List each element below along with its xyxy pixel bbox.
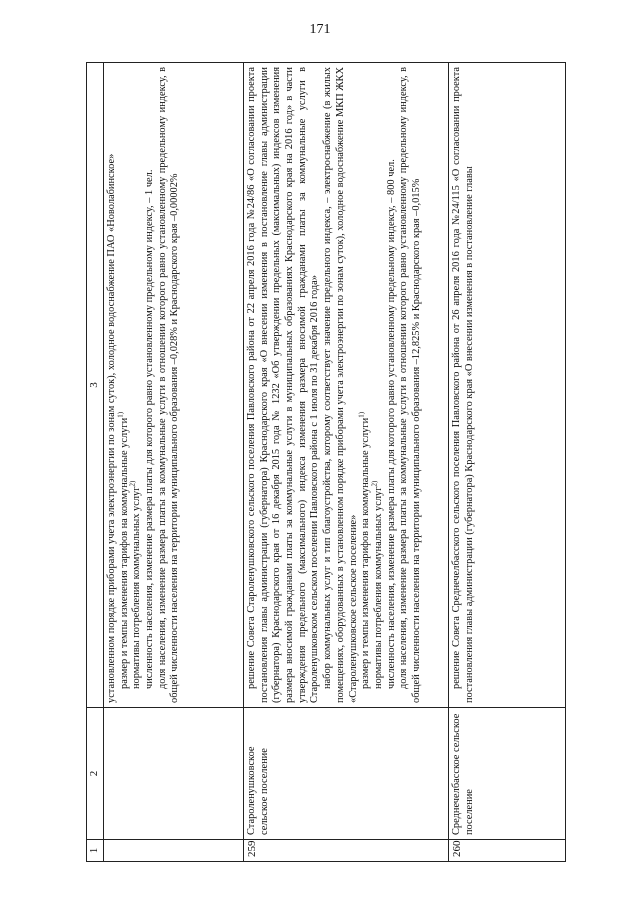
description-paragraph — [386, 67, 399, 703]
page-number: 171 — [309, 22, 331, 37]
paragraph-text: численность населения, изменение размера платы для которого равно установленному предельному индексу, – 800 чел. — [385, 159, 397, 689]
description-paragraph — [157, 67, 182, 703]
paragraph-text: набор коммунальных услуг и тип благоустройства, которому соответствует значение предельного индекса, – электроснабжение (в жилых помещениях, оборудованных в установленном порядке приборами учета электроэнергии по зонам суток), холодное водоснабжение МКП ЖКХ «Староленушковское сельское поселение» — [322, 67, 359, 703]
column-header-2: 2 — [87, 708, 104, 840]
description-paragraph — [246, 67, 322, 703]
registry-table — [86, 62, 566, 862]
paragraph-text: размер и темпы изменения тарифов на коммунальные услуги — [118, 417, 130, 689]
row-description — [104, 63, 244, 708]
paragraph-text: нормативы потребления коммунальных услуг — [372, 486, 384, 689]
table-row — [449, 63, 566, 862]
paragraph-text: размер и темпы изменения тарифов на коммунальные услуги — [360, 417, 372, 689]
paragraph-text: доля населения, изменение размера платы за коммунальные услуги в отношении которого равно установленному предельному индексу, в общей численности населения на территории муниципального образования –0,028% и Краснодарского края –0,00002% — [156, 67, 181, 703]
row-number — [104, 840, 244, 862]
paragraph-text: нормативы потребления коммунальных услуг — [131, 486, 143, 689]
paragraph-text: решение Совета Староленушковского сельского поселения Павловского района от 22 апреля 2016 года №24/86 «О согласовании проекта постановления главы администрации (губернатора) Краснодарского края «О внесении изменения в постановление главы администрации (губернатора) Краснодарского края от 16 декабря 2015 года № 1232 «Об утверждении предельных (максимальных) индексов изменения размера вносимой гражданами платы за коммунальные услуги в муниципальных образованиях Краснодарского края на 2016 год» в части утверждения предельного (максимального) индекса изменения размера вносимой гражданами платы за коммунальные услуги в Староленушковском сельском поселении Павловского района с 1 июля по 31 декабря 2016 года» — [246, 67, 321, 703]
description-paragraph — [128, 67, 144, 703]
footnote-marker: 2) — [128, 480, 137, 487]
description-paragraph — [357, 67, 373, 703]
settlement-name — [104, 708, 244, 840]
footnote-marker: 1) — [357, 411, 366, 418]
table-row — [104, 63, 244, 862]
table-header-row — [87, 63, 104, 862]
description-paragraph — [106, 67, 119, 703]
paragraph-text: установленном порядке приборами учета электроэнергии по зонам суток), холодное водоснабжение ПАО «Новолабинское» — [106, 153, 117, 703]
paragraph-text: доля населения, изменение размера платы за коммунальные услуги в отношении которого равно установленному предельному индексу, в общей численности населения на территории муниципального образования –12,825% и Краснодарского края –0,015% — [398, 67, 422, 703]
table-sheet — [86, 62, 566, 862]
column-header-1: 1 — [87, 840, 104, 862]
description-paragraph — [370, 67, 386, 703]
footnote-marker: 2) — [370, 480, 379, 487]
description-paragraph — [451, 67, 476, 703]
footnote-marker: 1) — [116, 411, 125, 418]
paragraph-text: численность населения, изменение размера платы для которого равно установленному предельному индексу, – 1 чел. — [144, 169, 156, 689]
description-paragraph — [144, 67, 157, 703]
row-description — [244, 63, 449, 708]
column-header-3: 3 — [87, 63, 104, 708]
row-number: 260 — [449, 840, 566, 862]
row-description — [449, 63, 566, 708]
row-number: 259 — [244, 840, 449, 862]
settlement-name: Староленушковское сельское поселение — [244, 708, 449, 840]
description-paragraph — [398, 67, 423, 703]
description-paragraph — [116, 67, 132, 703]
paragraph-text: решение Совета Среднечелбасского сельского поселения Павловского района от 26 апреля 2016 года №24/115 «О согласовании проекта постановления главы администрации (губернатора) Краснодарского края «О внесении изменения в постановление главы — [451, 67, 475, 703]
table-row — [244, 63, 449, 862]
description-paragraph — [322, 67, 360, 703]
rotated-table-frame — [86, 62, 566, 862]
settlement-name: Среднечелбасское сельское поселение — [449, 708, 566, 840]
